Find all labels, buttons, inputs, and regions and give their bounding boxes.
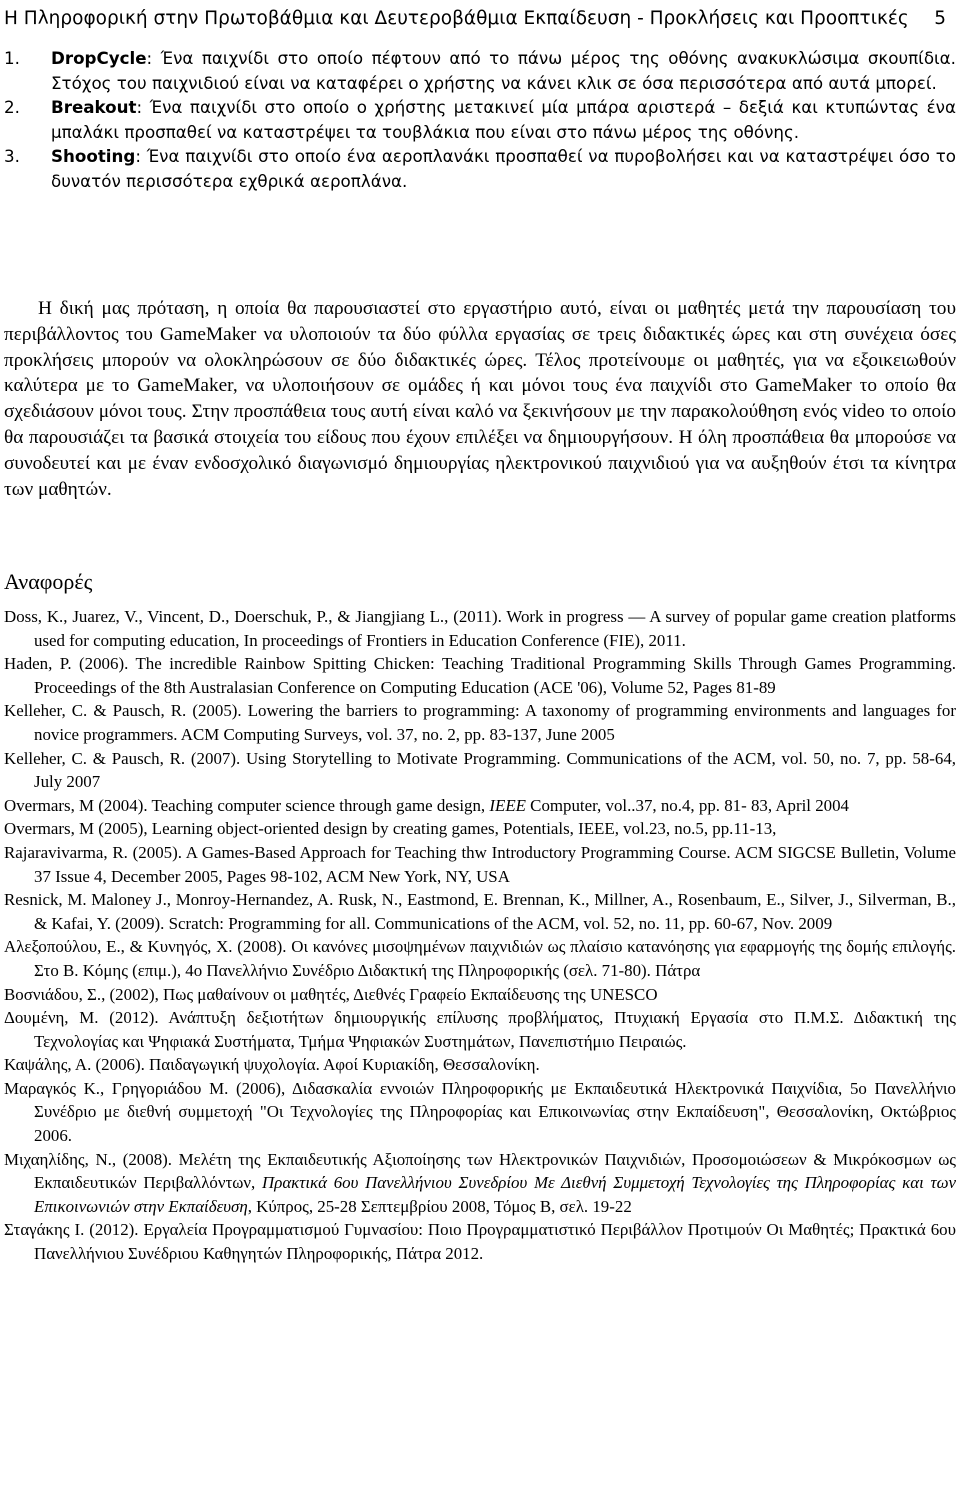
header-title: Η Πληροφορική στην Πρωτοβάθμια και Δευτεροβάθμια Εκπαίδευση - Προκλήσεις και Προοπτικές	[4, 8, 909, 29]
game-name: Breakout	[51, 97, 137, 117]
reference-text: Μαραγκός Κ., Γρηγοριάδου Μ. (2006), Διδασκαλία εννοιών Πληροφορικής με Εκπαιδευτικά Ηλεκτρονικά Παιχνίδια, 5ο Πανελλήνιο Συνέδριο με διεθνή συμμετοχή "Οι Τεχνολογίες της Πληροφορίας και Επικοινωνίας στην Εκπαίδευση", Θεσσαλονίκη, Οκτώβριος 2006.	[4, 1078, 956, 1146]
list-item	[4, 46, 956, 95]
reference-text: Overmars, M (2005), Learning object-oriented design by creating games, Potentials, IEEE, vol.23, no.5, pp.11-13,	[4, 819, 777, 839]
reference-text: Kelleher, C. & Pausch, R. (2005). Lowering the barriers to programming: A taxonomy of programming environments and languages for novice programmers. ACM Computing Surveys, vol. 37, no. 2, pp. 83-137, June 2005	[4, 701, 956, 744]
reference-item	[4, 747, 956, 794]
reference-item	[4, 1077, 956, 1148]
game-description: : Ένα παιχνίδι στο οποίο πέφτουν από το πάνω μέρος της οθόνης ανακυκλώσιμα σκουπίδια. Στόχος του παιχνιδιού είναι να καταφέρει ο χρήστης να κάνει κλικ σε όσα περισσότερα από αυτά μπορεί.	[51, 48, 956, 93]
reference-item	[4, 888, 956, 935]
reference-text: Σταγάκης Ι. (2012). Εργαλεία Προγραμματισμού Γυμνασίου: Ποιο Προγραμματιστικό Περιβάλλον Προτιμούν Οι Μαθητές; Πρακτικά 6ου Πανελλήνιου Συνέδριου Καθηγητών Πληροφορικής, Πάτρα 2012.	[4, 1220, 956, 1264]
reference-text: Overmars, M (2004). Teaching computer science through game design,	[4, 795, 490, 815]
page-number: 5	[934, 8, 946, 29]
reference-text: Δουμένη, Μ. (2012). Ανάπτυξη δεξιοτήτων δημιουργικής επίλυσης προβλήματος, Πτυχιακή Εργασία στο Π.Μ.Σ. Διδακτική της Τεχνολογίας και Ψηφιακά Συστήματα, Τμήμα Ψηφιακών Συστημάτων, Πανεπιστήμιο Πειραιώς.	[4, 1008, 956, 1051]
reference-item	[4, 699, 956, 746]
body-paragraph: Η δική μας πρόταση, η οποία θα παρουσιαστεί στο εργαστήριο αυτό, είναι οι μαθητές μετά την παρουσίαση του περιβάλλοντος του GameMaker να υλοποιούν τα δύο φύλλα εργασίας σε τρεις διδακτικές ώρες και στη συνέχεια όσες προκλήσεις μπορούν να ολοκληρώσουν σε δύο διδακτικές ώρες. Τέλος προτείνουμε οι μαθητές, για να εξοικειωθούν καλύτερα με το GameMaker, να υλοποιήσουν σε ομάδες ή και μόνοι τους ένα παιχνίδι στο GameMaker το οποίο θα σχεδιάσουν μόνοι τους. Στην προσπάθεια τους αυτή είναι καλό να ξεκινήσουν με την παρακολούθηση ενός video το οποίο θα παρουσιάζει τα βασικά στοιχεία του είδους που έχουν επιλέξει να δημιουργήσουν. Η όλη προσπάθεια θα μπορούσε να συνοδευτεί και με έναν ενδοσχολικό διαγωνισμό δημιουργίας ηλεκτρονικού παιχνιδιού για να αυξηθούν έτσι τα κίνητρα των μαθητών.	[4, 298, 956, 500]
reference-item	[4, 1148, 956, 1219]
reference-text: Καψάλης, Α. (2006). Παιδαγωγική ψυχολογία. Αφοί Κυριακίδη, Θεσσαλονίκη.	[4, 1055, 540, 1075]
reference-text: Μιχαηλίδης, Ν., (2008). Μελέτη της Εκπαιδευτικής Αξιοποίησης των Ηλεκτρονικών Παιχνιδιών, Προσομοιώσεων & Μικρόκοσμων ως Εκπαιδευτικών Περιβαλλόντων,	[4, 1149, 956, 1193]
game-description: : Ένα παιχνίδι στο οποίο ο χρήστης μετακινεί μία μπάρα αριστερά – δεξιά και κτυπώντας ένα μπαλάκι προσπαθεί να καταστρέψει τα τουβλάκια που είναι στο πάνω μέρος της οθόνης.	[51, 97, 956, 142]
reference-item	[4, 1053, 956, 1077]
game-name: DropCycle	[51, 48, 147, 68]
list-number: 2.	[4, 97, 20, 117]
reference-italic: IEEE	[489, 795, 526, 815]
reference-text: Kelleher, C. & Pausch, R. (2007). Using Storytelling to Motivate Programming. Communications of the ACM, vol. 50, no. 7, pp. 58-64, July 2007	[4, 748, 956, 792]
game-description: : Ένα παιχνίδι στο οποίο ένα αεροπλανάκι προσπαθεί να πυροβολήσει και να καταστρέψει όσο το δυνατόν περισσότερα εχθρικά αεροπλάνα.	[51, 146, 956, 191]
running-header	[4, 4, 956, 34]
reference-item	[4, 794, 956, 818]
reference-item	[4, 935, 956, 982]
reference-text: Doss, K., Juarez, V., Vincent, D., Doerschuk, P., & Jiangjiang L., (2011). Work in progress — A survey of popular game creation platforms used for computing education, In proceedings of Frontiers in Education Conference (FIE), 2011.	[4, 607, 956, 650]
list-number: 1.	[4, 48, 20, 68]
list-item	[4, 144, 956, 193]
reference-item	[4, 817, 956, 841]
list-number: 3.	[4, 146, 20, 166]
reference-text: Resnick, M. Maloney J., Monroy-Hernandez, A. Rusk, N., Eastmond, E. Brennan, K., Millner, A., Rosenbaum, E., Silver, J., Silverman, B., & Kafai, Y. (2009). Scratch: Programming for all. Communications of the ACM, vol. 52, no. 11, pp. 60-67, Nov. 2009	[4, 890, 956, 933]
reference-text: Computer, vol..37, no.4, pp. 81- 83, April 2004	[525, 795, 850, 815]
reference-text: Haden, P. (2006). The incredible Rainbow Spitting Chicken: Teaching Traditional Programming Skills Through Games Programming. Proceedings of the 8th Australasian Conference on Computing Education (ACE '06), Volume 52, Pages 81-89	[4, 654, 956, 697]
reference-item	[4, 1006, 956, 1053]
reference-item	[4, 983, 956, 1007]
reference-text: , Κύπρος, 25-28 Σεπτεμβρίου 2008, Τόμος Β, σελ. 19-22	[247, 1196, 632, 1216]
reference-text: Βοσνιάδου, Σ., (2002), Πως μαθαίνουν οι μαθητές, Διεθνές Γραφείο Εκπαίδευσης της UNESCO	[4, 984, 658, 1004]
reference-item	[4, 652, 956, 699]
reference-italic: Πρακτικά 6ου Πανελλήνιου Συνεδρίου Με Διεθνή Συμμετοχή Τεχνολογίες της Πληροφορίας και των Επικοινωνιών στην Εκπαίδευση	[34, 1173, 956, 1216]
references-heading: Αναφορές	[4, 569, 93, 594]
game-name: Shooting	[51, 146, 136, 166]
reference-text: Rajaravivarma, R. (2005). A Games-Based Approach for Teaching thw Introductory Programming Course. ACM SIGCSE Bulletin, Volume 37 Issue 4, December 2005, Pages 98-102, ACM New York, NY, USA	[4, 842, 956, 886]
reference-text: Αλεξοπούλου, Ε., & Κυνηγός, Χ. (2008). Οι κανόνες μισοψημένων παιχνιδιών ως πλαίσιο κατανόησης για εφαρμογής της δομής επιλογής. Στο Β. Κόμης (επιμ.), 4ο Πανελλήνιο Συνέδριο Διδακτική της Πληροφορικής (σελ. 71-80). Πάτρα	[4, 937, 956, 980]
references-list	[4, 605, 956, 1266]
reference-item	[4, 1218, 956, 1265]
list-item	[4, 95, 956, 144]
games-list	[4, 46, 956, 193]
reference-item	[4, 841, 956, 888]
reference-item	[4, 605, 956, 652]
